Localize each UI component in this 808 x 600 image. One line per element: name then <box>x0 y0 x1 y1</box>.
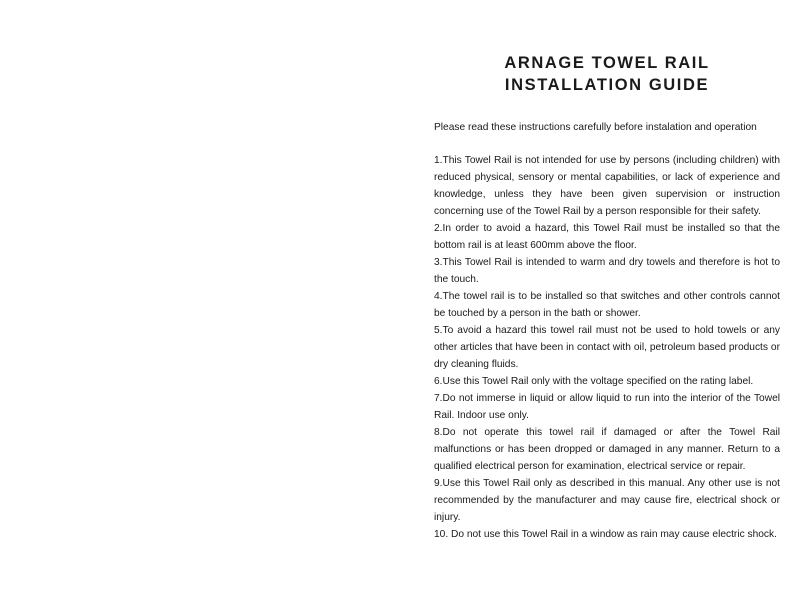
instruction-item-8: 8.Do not operate this towel rail if damaged or after the Towel Rail malfunctions or has been dropped or damaged in any manner. Return to a qualified electrical person for examination, electrical service or repair. <box>434 427 780 472</box>
instruction-item-1: 1.This Towel Rail is not intended for use by persons (including children) with reduced physical, sensory or mental capabilities, or lack of experience and knowledge, unless they have been given supervision or instruction concerning use of the Towel Rail by a person responsible for their safety. <box>434 155 780 217</box>
instruction-item-5: 5.To avoid a hazard this towel rail must not be used to hold towels or any other articles that have been in contact with oil, petroleum based products or dry cleaning fluids. <box>434 325 780 370</box>
instruction-item-4: 4.The towel rail is to be installed so that switches and other controls cannot be touched by a person in the bath or shower. <box>434 291 780 319</box>
instruction-item-7: 7.Do not immerse in liquid or allow liquid to run into the interior of the Towel Rail. Indoor use only. <box>434 393 780 421</box>
instruction-item-10: 10. Do not use this Towel Rail in a window as rain may cause electric shock. <box>434 529 777 540</box>
instruction-item-9: 9.Use this Towel Rail only as described in this manual. Any other use is not recommended by the manufacturer and may cause fire, electrical shock or injury. <box>434 478 780 523</box>
instruction-item-3: 3.This Towel Rail is intended to warm and dry towels and therefore is hot to the touch. <box>434 257 780 285</box>
safety-instructions-list <box>434 152 780 543</box>
instruction-item-2: 2.In order to avoid a hazard, this Towel Rail must be installed so that the bottom rail is at least 600mm above the floor. <box>434 223 780 251</box>
document-title <box>434 52 780 96</box>
instruction-item-6: 6.Use this Towel Rail only with the voltage specified on the rating label. <box>434 376 754 387</box>
title-line-guide: INSTALLATION GUIDE <box>504 76 710 94</box>
intro-text: Please read these instructions carefully before instalation and operation <box>434 122 757 133</box>
title-line-product: ARNAGE TOWEL RAIL <box>504 54 710 72</box>
